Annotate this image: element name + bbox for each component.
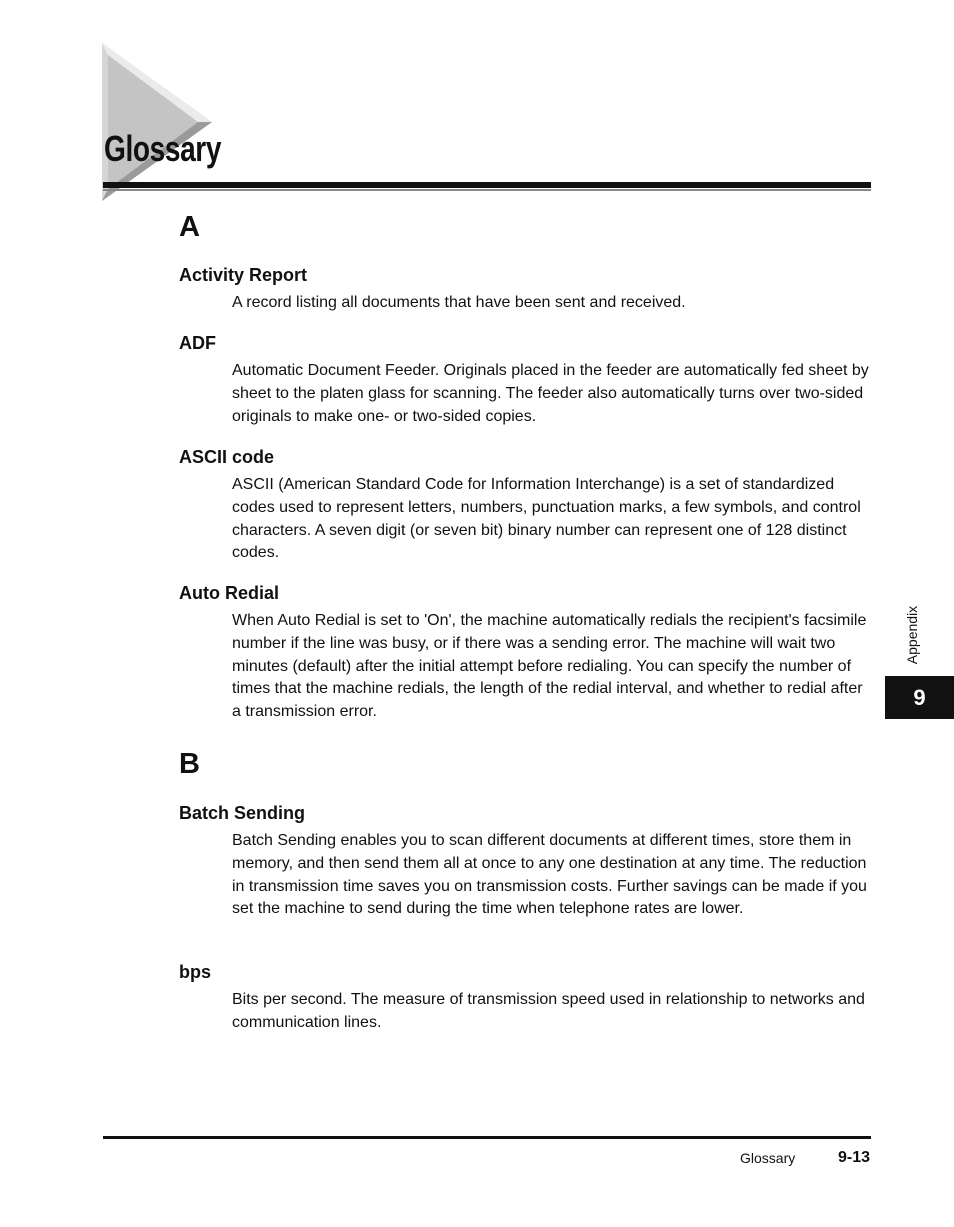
title-rule	[103, 182, 871, 188]
glossary-term: Activity Report	[179, 265, 308, 285]
page-title: Glossary	[104, 128, 222, 169]
glossary-definition: Bits per second. The measure of transmission speed used in relationship to networks and communication lines.	[232, 991, 865, 1031]
glossary-term: bps	[179, 962, 212, 982]
chapter-tab: 9	[885, 676, 954, 719]
glossary-definition: Batch Sending enables you to scan different documents at different times, store them in memory, and then send them all at once to any one destination at any time. The reduction in transmission time saves you on transmission costs. Further savings can be made if you set the machine to send during the time when telephone rates are lower.	[232, 832, 867, 918]
footer-rule	[103, 1136, 871, 1139]
glossary-term: ASCII code	[179, 447, 275, 467]
section-letter-b: B	[179, 748, 200, 780]
glossary-definition: A record listing all documents that have been sent and received.	[232, 294, 686, 311]
footer-page-number: 9-13	[838, 1149, 871, 1166]
glossary-definition: When Auto Redial is set to 'On', the machine automatically redials the recipient's facsimile number if the line was busy, or if there was a sending error. The machine will wait two minutes (default) after the initial attempt before redialing. You can specify the number of times that the machine redials, the length of the redial interval, and whether to redial after a transmission error.	[232, 612, 867, 721]
glossary-definition: ASCII (American Standard Code for Information Interchange) is a set of standardized codes used to represent letters, numbers, punctuation marks, a few symbols, and control characters. A seven digit (or seven bit) binary number can represent one of 128 distinct codes.	[232, 476, 861, 562]
chapter-triangle-decoration	[102, 43, 212, 201]
glossary-term: Batch Sending	[179, 803, 306, 823]
title-rule-shadow	[103, 189, 871, 191]
section-letter-a: A	[179, 211, 200, 243]
glossary-term: ADF	[179, 333, 216, 353]
footer-section-name: Glossary	[740, 1150, 796, 1166]
side-tab-label	[902, 600, 922, 670]
glossary-definition: Automatic Document Feeder. Originals placed in the feeder are automatically fed sheet by sheet to the platen glass for scanning. The feeder also automatically turns over two-sided originals to make one- or two-sided copies.	[232, 362, 869, 425]
side-tab-label-text: Appendix	[904, 605, 920, 665]
glossary-term: Auto Redial	[179, 583, 280, 603]
